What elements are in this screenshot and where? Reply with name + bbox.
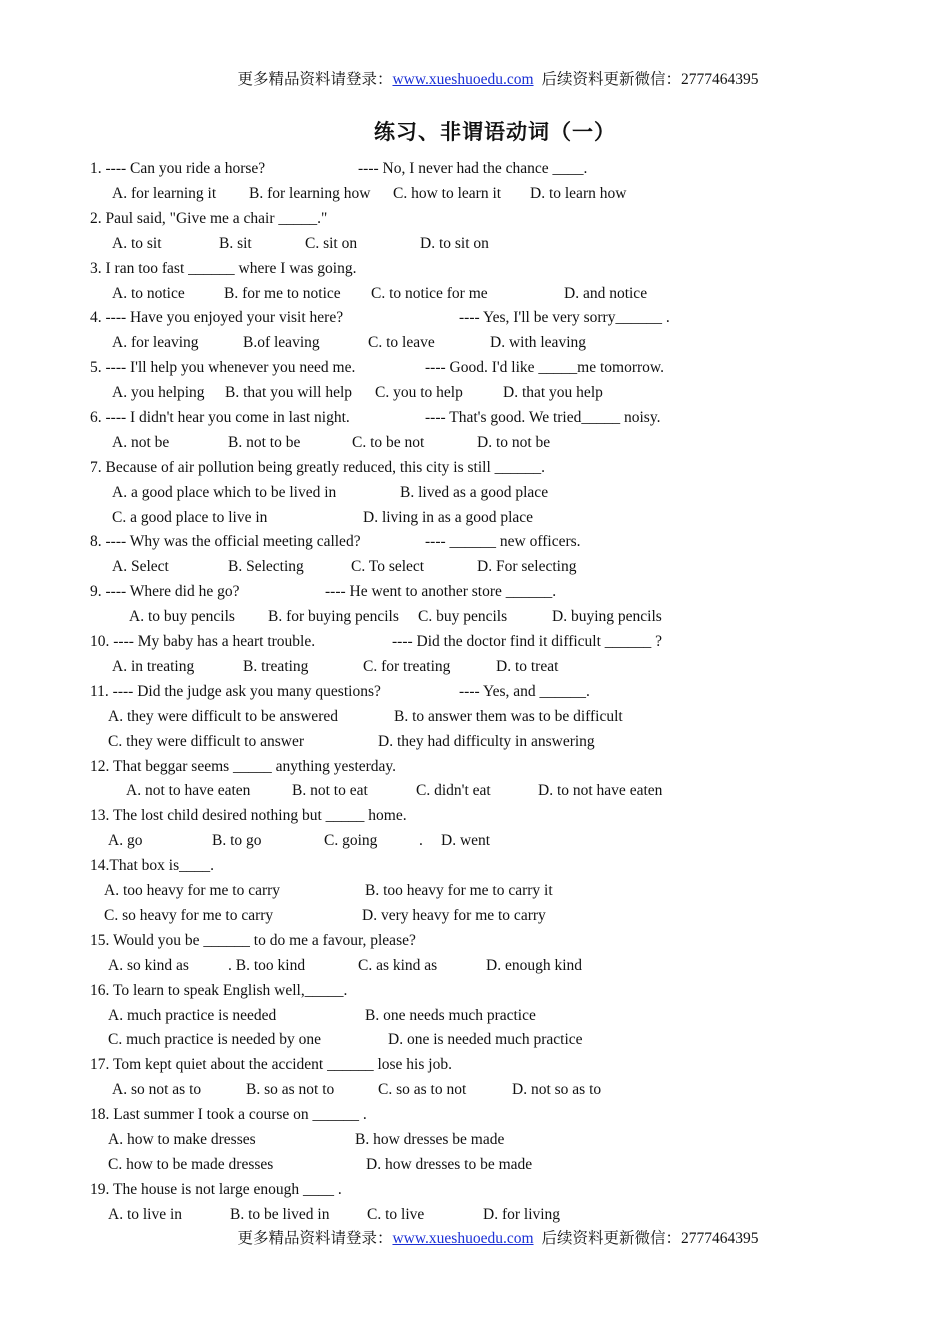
answer-option: C. sit on <box>305 235 358 252</box>
answer-option: B.of leaving <box>243 334 320 351</box>
header-prefix: 更多精品资料请登录： <box>237 71 393 88</box>
question-stem: 17. Tom kept quiet about the accident ______ lose his job. <box>90 1056 452 1073</box>
answer-option: D. that you help <box>503 384 603 401</box>
question-stem: 16. To learn to speak English well,_____. <box>90 982 348 999</box>
question-response: ---- Yes, I'll be very sorry______ . <box>459 309 670 326</box>
answer-option: C. buy pencils <box>418 608 508 625</box>
answer-option: C. going <box>324 832 378 849</box>
answer-option: A. to buy pencils <box>129 608 235 625</box>
answer-option: A. for leaving <box>112 334 199 351</box>
question-stem: 7. Because of air pollution being greatly reduced, this city is still ______. <box>90 459 546 476</box>
question-stem: 1. ---- Can you ride a horse? <box>90 160 266 177</box>
header-link[interactable]: www.xueshuoedu.com <box>392 71 534 88</box>
answer-option: A. go <box>108 832 143 849</box>
answer-option: B. so as not to <box>246 1081 335 1098</box>
answer-option: D. not so as to <box>512 1081 602 1098</box>
answer-option: C. much practice is needed by one <box>108 1031 322 1048</box>
question-stem: 13. The lost child desired nothing but _____ home. <box>90 807 407 824</box>
answer-option: C. to leave <box>368 334 435 351</box>
answer-option: B. lived as a good place <box>400 484 549 501</box>
answer-option: D. living in as a good place <box>363 509 534 526</box>
answer-option: D. how dresses to be made <box>366 1156 533 1173</box>
answer-option: A. to sit <box>112 235 162 252</box>
question-response: ---- ______ new officers. <box>425 533 581 550</box>
question-stem: 19. The house is not large enough ____ . <box>90 1181 342 1198</box>
answer-option: D. buying pencils <box>552 608 662 625</box>
answer-option: D. with leaving <box>490 334 586 351</box>
answer-option: D. to learn how <box>530 185 627 202</box>
answer-option: D. to treat <box>496 658 559 675</box>
question-stem: 2. Paul said, "Give me a chair _____." <box>90 210 328 227</box>
answer-option: C. how to learn it <box>393 185 502 202</box>
answer-option: A. Select <box>112 558 169 575</box>
page-footer <box>0 1226 950 1248</box>
answer-option: D. and notice <box>564 285 648 302</box>
answer-option: B. to be lived in <box>230 1206 330 1223</box>
answer-option: C. to live <box>367 1206 425 1223</box>
answer-option: B. too heavy for me to carry it <box>365 882 553 899</box>
answer-option: D. enough kind <box>486 957 583 974</box>
answer-option: B. for buying pencils <box>268 608 399 625</box>
answer-option: A. so not as to <box>112 1081 202 1098</box>
answer-option: B. to go <box>212 832 262 849</box>
header-suffix: 后续资料更新微信：2777464395 <box>541 71 759 88</box>
answer-option: B. not to eat <box>292 782 368 799</box>
question-response: ---- That's good. We tried_____ noisy. <box>425 409 661 426</box>
answer-option: C. a good place to live in <box>112 509 268 526</box>
answer-option: B. not to be <box>228 434 301 451</box>
question-stem: 12. That beggar seems _____ anything yesterday. <box>90 758 397 775</box>
answer-option: D. went <box>441 832 491 849</box>
question-stem: 11. ---- Did the judge ask you many questions? <box>90 683 381 700</box>
answer-option: D. they had difficulty in answering <box>378 733 595 750</box>
answer-option: C. how to be made dresses <box>108 1156 274 1173</box>
answer-option: A. they were difficult to be answered <box>108 708 338 725</box>
footer-link[interactable]: www.xueshuoedu.com <box>392 1230 534 1247</box>
question-response: ---- Did the doctor find it difficult ______ ? <box>392 633 663 650</box>
question-stem: 9. ---- Where did he go? <box>90 583 240 600</box>
answer-option: C. you to help <box>375 384 463 401</box>
page-header <box>0 67 950 89</box>
page-title: 练习、非谓语动词（一） <box>374 120 616 144</box>
question-stem: 15. Would you be ______ to do me a favour, please? <box>90 932 416 949</box>
answer-option: C. didn't eat <box>416 782 491 799</box>
answer-option: B. Selecting <box>228 558 304 575</box>
answer-option: B. for me to notice <box>224 285 341 302</box>
answer-option: B. treating <box>243 658 309 675</box>
answer-option: B. sit <box>219 235 252 252</box>
answer-option: C. so as to not <box>378 1081 467 1098</box>
answer-option: C. To select <box>351 558 425 575</box>
question-response: ---- Good. I'd like _____me tomorrow. <box>425 359 664 376</box>
question-response: ---- No, I never had the chance ____. <box>358 160 588 177</box>
answer-option: A. too heavy for me to carry <box>104 882 281 899</box>
answer-option: A. a good place which to be lived in <box>112 484 337 501</box>
answer-option: C. so heavy for me to carry <box>104 907 274 924</box>
answer-option: A. so kind as <box>108 957 189 974</box>
question-stem: 14.That box is____. <box>90 857 214 874</box>
answer-option: D. one is needed much practice <box>388 1031 583 1048</box>
answer-option: C. they were difficult to answer <box>108 733 304 750</box>
question-stem: 18. Last summer I took a course on ______ . <box>90 1106 367 1123</box>
answer-option: C. as kind as <box>358 957 438 974</box>
answer-option: A. to live in <box>108 1206 183 1223</box>
answer-option: A. you helping <box>112 384 205 401</box>
answer-option: A. how to make dresses <box>108 1131 256 1148</box>
footer-suffix: 后续资料更新微信：2777464395 <box>541 1230 759 1247</box>
answer-option: D. for living <box>483 1206 561 1223</box>
answer-option: D. For selecting <box>477 558 577 575</box>
answer-option: B. one needs much practice <box>365 1007 536 1024</box>
question-stem: 3. I ran too fast ______ where I was going. <box>90 260 357 277</box>
answer-option: A. not be <box>112 434 170 451</box>
question-stem: 8. ---- Why was the official meeting called? <box>90 533 361 550</box>
question-stem: 6. ---- I didn't hear you come in last night. <box>90 409 350 426</box>
answer-option: A. to notice <box>112 285 185 302</box>
answer-option: B. that you will help <box>225 384 353 401</box>
answer-option: . <box>419 832 423 849</box>
answer-option: B. how dresses be made <box>355 1131 505 1148</box>
question-response: ---- Yes, and ______. <box>459 683 590 700</box>
answer-option: B. for learning how <box>249 185 371 202</box>
question-response: ---- He went to another store ______. <box>325 583 557 600</box>
answer-option: A. much practice is needed <box>108 1007 277 1024</box>
answer-option: D. to not have eaten <box>538 782 663 799</box>
answer-option: B. to answer them was to be difficult <box>394 708 623 725</box>
question-stem: 10. ---- My baby has a heart trouble. <box>90 633 316 650</box>
answer-option: D. to sit on <box>420 235 489 252</box>
answer-option: C. to be not <box>352 434 425 451</box>
answer-option: C. to notice for me <box>371 285 488 302</box>
question-stem: 4. ---- Have you enjoyed your visit here? <box>90 309 344 326</box>
question-stem: 5. ---- I'll help you whenever you need me. <box>90 359 356 376</box>
answer-option: C. for treating <box>363 658 451 675</box>
answer-option: . B. too kind <box>228 957 306 974</box>
footer-prefix: 更多精品资料请登录： <box>237 1230 393 1247</box>
answer-option: A. for learning it <box>112 185 217 202</box>
answer-option: A. not to have eaten <box>126 782 251 799</box>
answer-option: D. to not be <box>477 434 551 451</box>
answer-option: A. in treating <box>112 658 195 675</box>
answer-option: D. very heavy for me to carry <box>362 907 546 924</box>
